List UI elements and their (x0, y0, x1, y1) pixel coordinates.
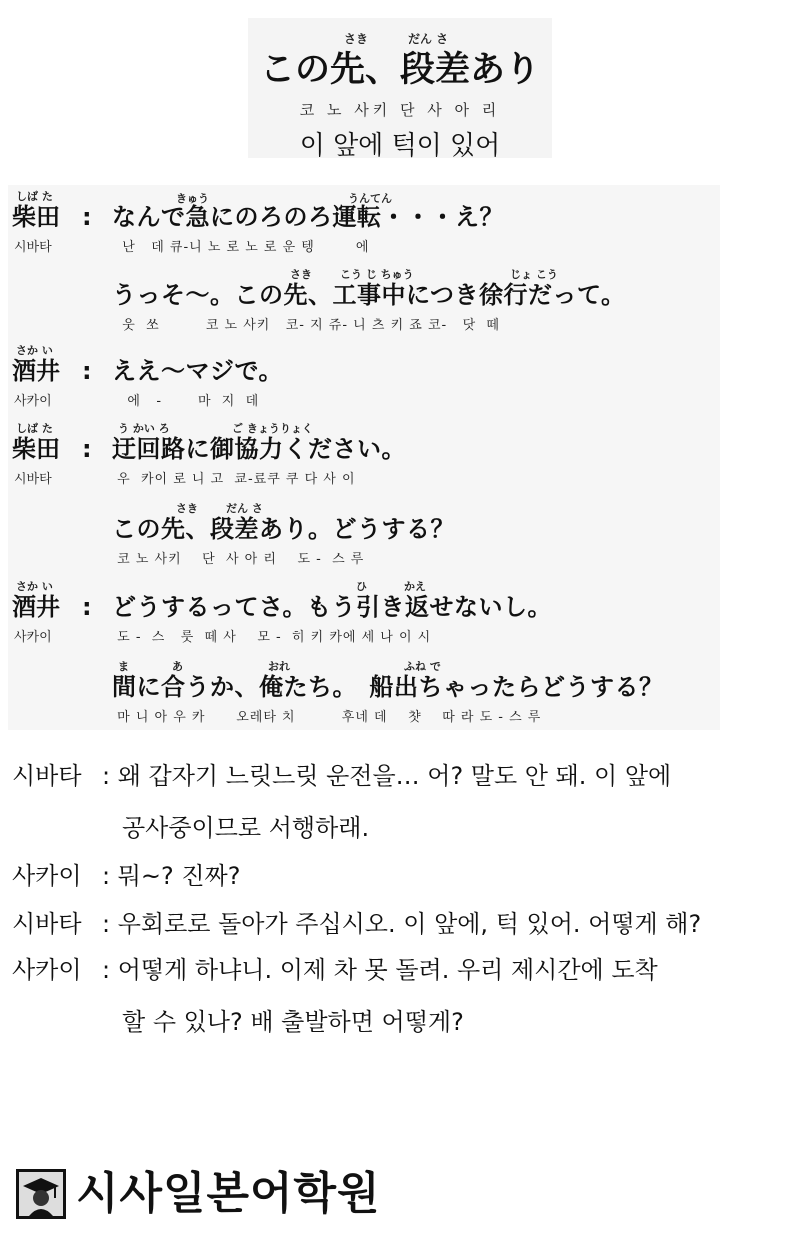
line-ruby: きゅう (176, 192, 209, 205)
line-reading: 웃 쏘 코 노 사키 코- 지 쥬- 니 츠 키 죠 코- 닷 떼 (112, 318, 500, 333)
translation-text: : 뭐~? 진짜? (102, 862, 241, 890)
line-reading: 마 니 아 우 카 오레타 치 후네 데 챳 따 라 도 - 스 루 (112, 710, 542, 725)
translation-speaker: 사카이 (12, 862, 82, 890)
line-reading: 난 데 큐-니 노 로 노 로 운 텡 에 (112, 240, 370, 255)
speaker-colon: : (82, 593, 92, 621)
speaker-ruby: しば た (16, 422, 53, 435)
dialogue-line: なんで急にのろのろ運転・・・え？ (112, 203, 504, 231)
speaker-korean: 사카이 (14, 394, 52, 409)
dialogue-line: うっそ～。この先、工事中につき徐行だって。 (112, 281, 626, 309)
speaker-korean: 시바타 (14, 240, 52, 255)
speaker-korean: 시바타 (14, 472, 52, 487)
dialogue-line: この先、段差あり。どうする？ (112, 515, 455, 543)
dialogue-line: ええ～マジで。 (112, 357, 284, 385)
line-reading: 코 노 사키 단 사 아 리 도 - 스 루 (112, 552, 365, 567)
line-ruby: ご きょうりょく (232, 422, 313, 435)
translation-speaker: 시바타 (12, 762, 82, 790)
line-ruby: ひ (356, 580, 367, 593)
speaker-colon: : (82, 203, 92, 231)
graduate-cap-icon (16, 1169, 66, 1219)
line-ruby: ふね で (404, 660, 441, 673)
line-ruby: さき (176, 502, 198, 515)
line-ruby: ま (118, 660, 129, 673)
speaker-name: 柴田 (12, 203, 60, 231)
line-ruby: じょ こう (510, 268, 558, 281)
dialogue-line: 間に合うか、俺たち。 船出ちゃったらどうする？ (112, 673, 664, 701)
line-ruby: おれ (268, 660, 290, 673)
line-ruby: さき (290, 268, 312, 281)
speaker-name: 酒井 (12, 593, 60, 621)
translation-speaker: 시바타 (12, 910, 82, 938)
translation-text: : 우회로로 돌아가 주십시오. 이 앞에, 턱 있어. 어떻게 해? (102, 910, 702, 938)
title-translation: 이 앞에 턱이 있어 (299, 131, 501, 161)
line-ruby: だん さ (226, 502, 263, 515)
line-ruby: こう じ ちゅう (340, 268, 414, 281)
title-ruby-saki: さき (344, 32, 369, 46)
translation-text-cont: 공사중이므로 서행하래. (122, 814, 370, 842)
speaker-ruby: さか い (16, 580, 53, 593)
dialogue-line: 迂回路に御協力ください。 (112, 435, 406, 463)
line-ruby: かえ (404, 580, 426, 593)
line-reading: 우 카이 로 니 고 쿄-료쿠 쿠 다 사 이 (112, 472, 356, 487)
title-main: この先、段差あり (259, 50, 540, 90)
academy-logo (16, 1162, 381, 1226)
title-reading: 코 노 사키 단 사 아 리 (299, 101, 501, 119)
line-reading: 에 - 마 지 데 (112, 394, 260, 409)
line-ruby: う かい ろ (118, 422, 170, 435)
translation-text-cont: 할 수 있나? 배 출발하면 어떻게? (122, 1008, 464, 1036)
translation-speaker: 사카이 (12, 956, 82, 984)
line-ruby: うんてん (348, 192, 392, 205)
translation-text: : 어떻게 하냐니. 이제 차 못 돌려. 우리 제시간에 도착 (102, 956, 658, 984)
speaker-colon: : (82, 435, 92, 463)
speaker-name: 柴田 (12, 435, 60, 463)
line-reading: 도 - 스 룻 떼 사 모 - 히 키 카에 세 나 이 시 (112, 630, 432, 645)
speaker-colon: : (82, 357, 92, 385)
speaker-name: 酒井 (12, 357, 60, 385)
line-ruby: あ (172, 660, 183, 673)
academy-name: 시사일본어학원 (76, 1168, 381, 1219)
speaker-korean: 사카이 (14, 630, 52, 645)
dialogue-line: どうするってさ。もう引き返せないし。 (112, 593, 553, 621)
speaker-ruby: しば た (16, 190, 53, 203)
translation-text: : 왜 갑자기 느릿느릿 운전을… 어? 말도 안 돼. 이 앞에 (102, 762, 672, 790)
speaker-ruby: さか い (16, 344, 53, 357)
title-ruby-dansa: だん さ (408, 32, 449, 46)
title-block (248, 18, 552, 161)
